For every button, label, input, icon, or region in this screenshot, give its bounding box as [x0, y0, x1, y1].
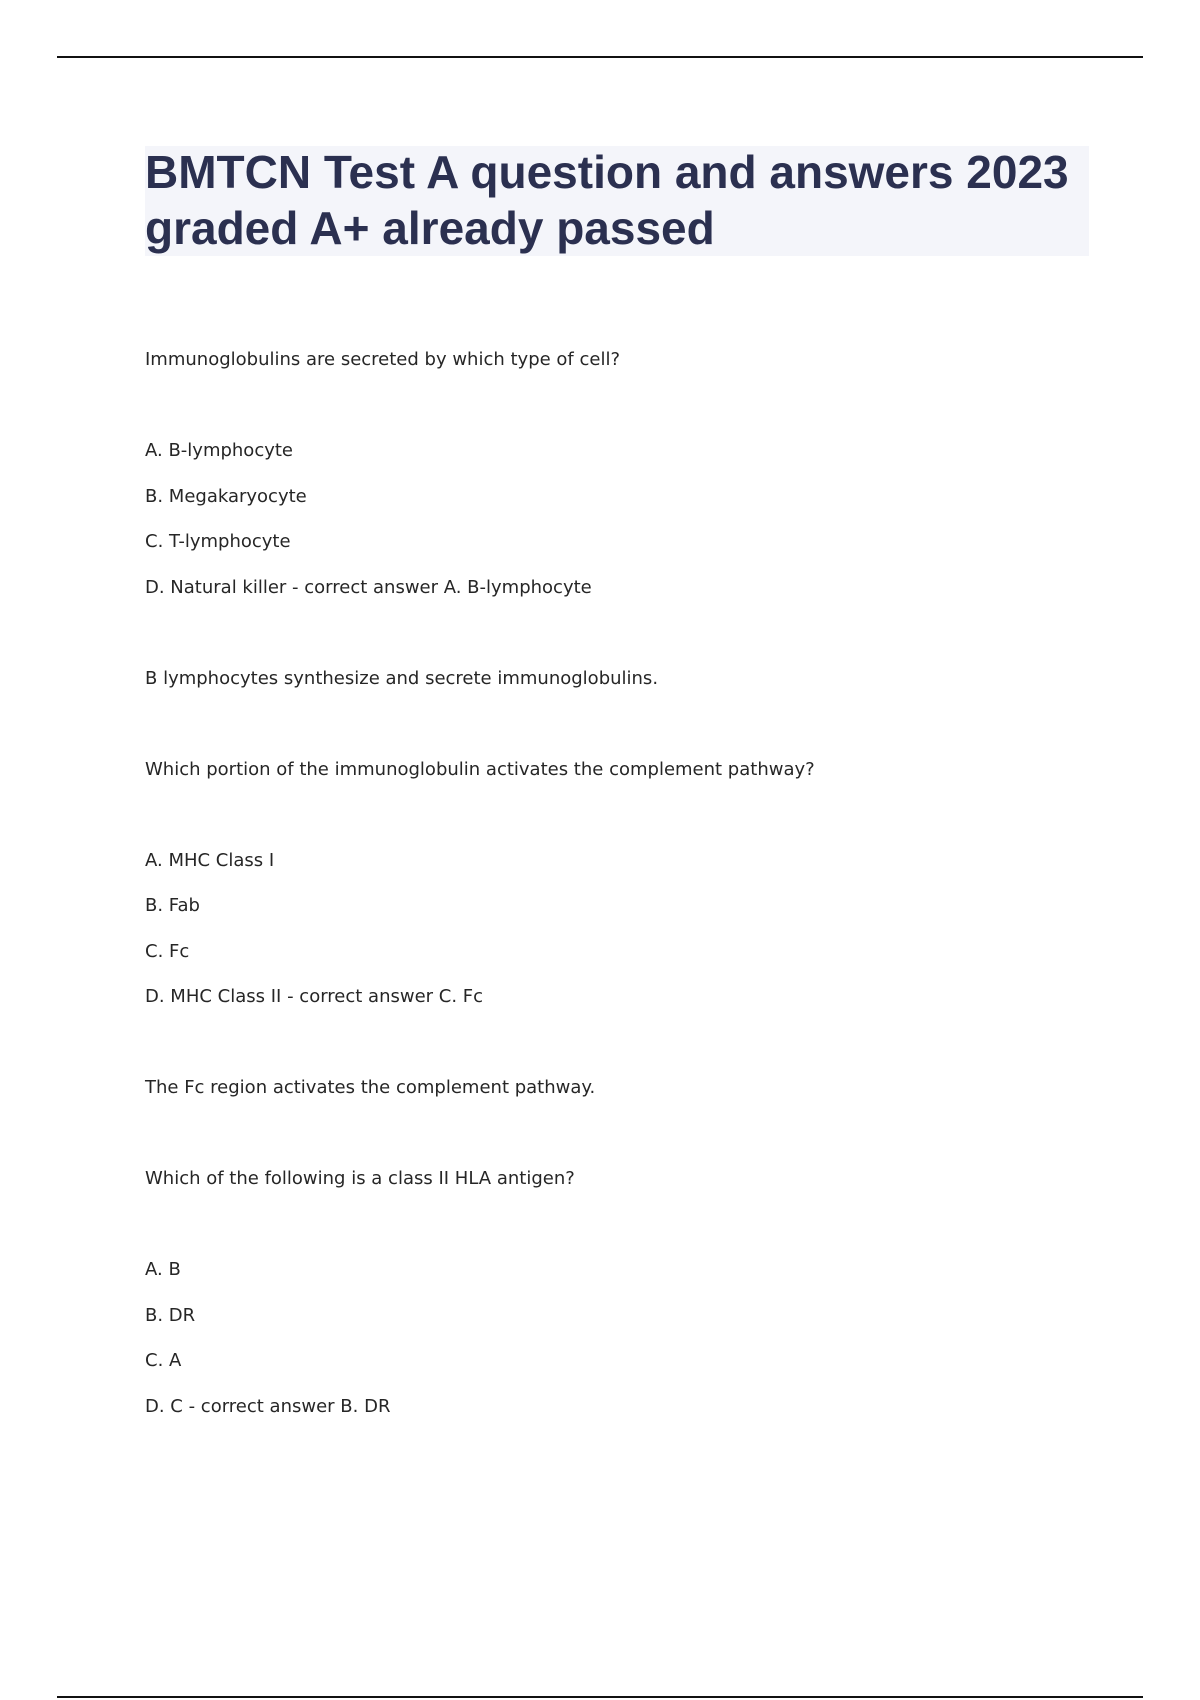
- top-rule: [57, 56, 1143, 58]
- document-title: BMTCN Test A question and answers 2023 graded A+ already passed: [145, 146, 1069, 254]
- answer-explanation: B lymphocytes synthesize and secrete immunoglobulins.: [145, 668, 659, 689]
- answer-option: A. MHC Class I: [145, 850, 275, 871]
- answer-option: A. B: [145, 1259, 181, 1280]
- answer-option: B. DR: [145, 1305, 196, 1326]
- answer-option: B. Megakaryocyte: [145, 486, 307, 507]
- answer-option: B. Fab: [145, 895, 200, 916]
- answer-option-with-correct-answer: D. MHC Class II - correct answer C. Fc: [145, 986, 484, 1007]
- answer-explanation: The Fc region activates the complement pathway.: [145, 1077, 596, 1098]
- answer-option-with-correct-answer: D. Natural killer - correct answer A. B-lymphocyte: [145, 577, 592, 598]
- question-text: Immunoglobulins are secreted by which type of cell?: [145, 349, 621, 370]
- answer-option: C. Fc: [145, 941, 190, 962]
- title-block: [145, 146, 1089, 256]
- answer-option: A. B-lymphocyte: [145, 440, 293, 461]
- question-text: Which of the following is a class II HLA antigen?: [145, 1168, 575, 1189]
- bottom-rule: [57, 1696, 1143, 1698]
- answer-option: C. A: [145, 1350, 182, 1371]
- answer-option-with-correct-answer: D. C - correct answer B. DR: [145, 1396, 391, 1417]
- question-text: Which portion of the immunoglobulin activates the complement pathway?: [145, 759, 815, 780]
- answer-option: C. T-lymphocyte: [145, 531, 291, 552]
